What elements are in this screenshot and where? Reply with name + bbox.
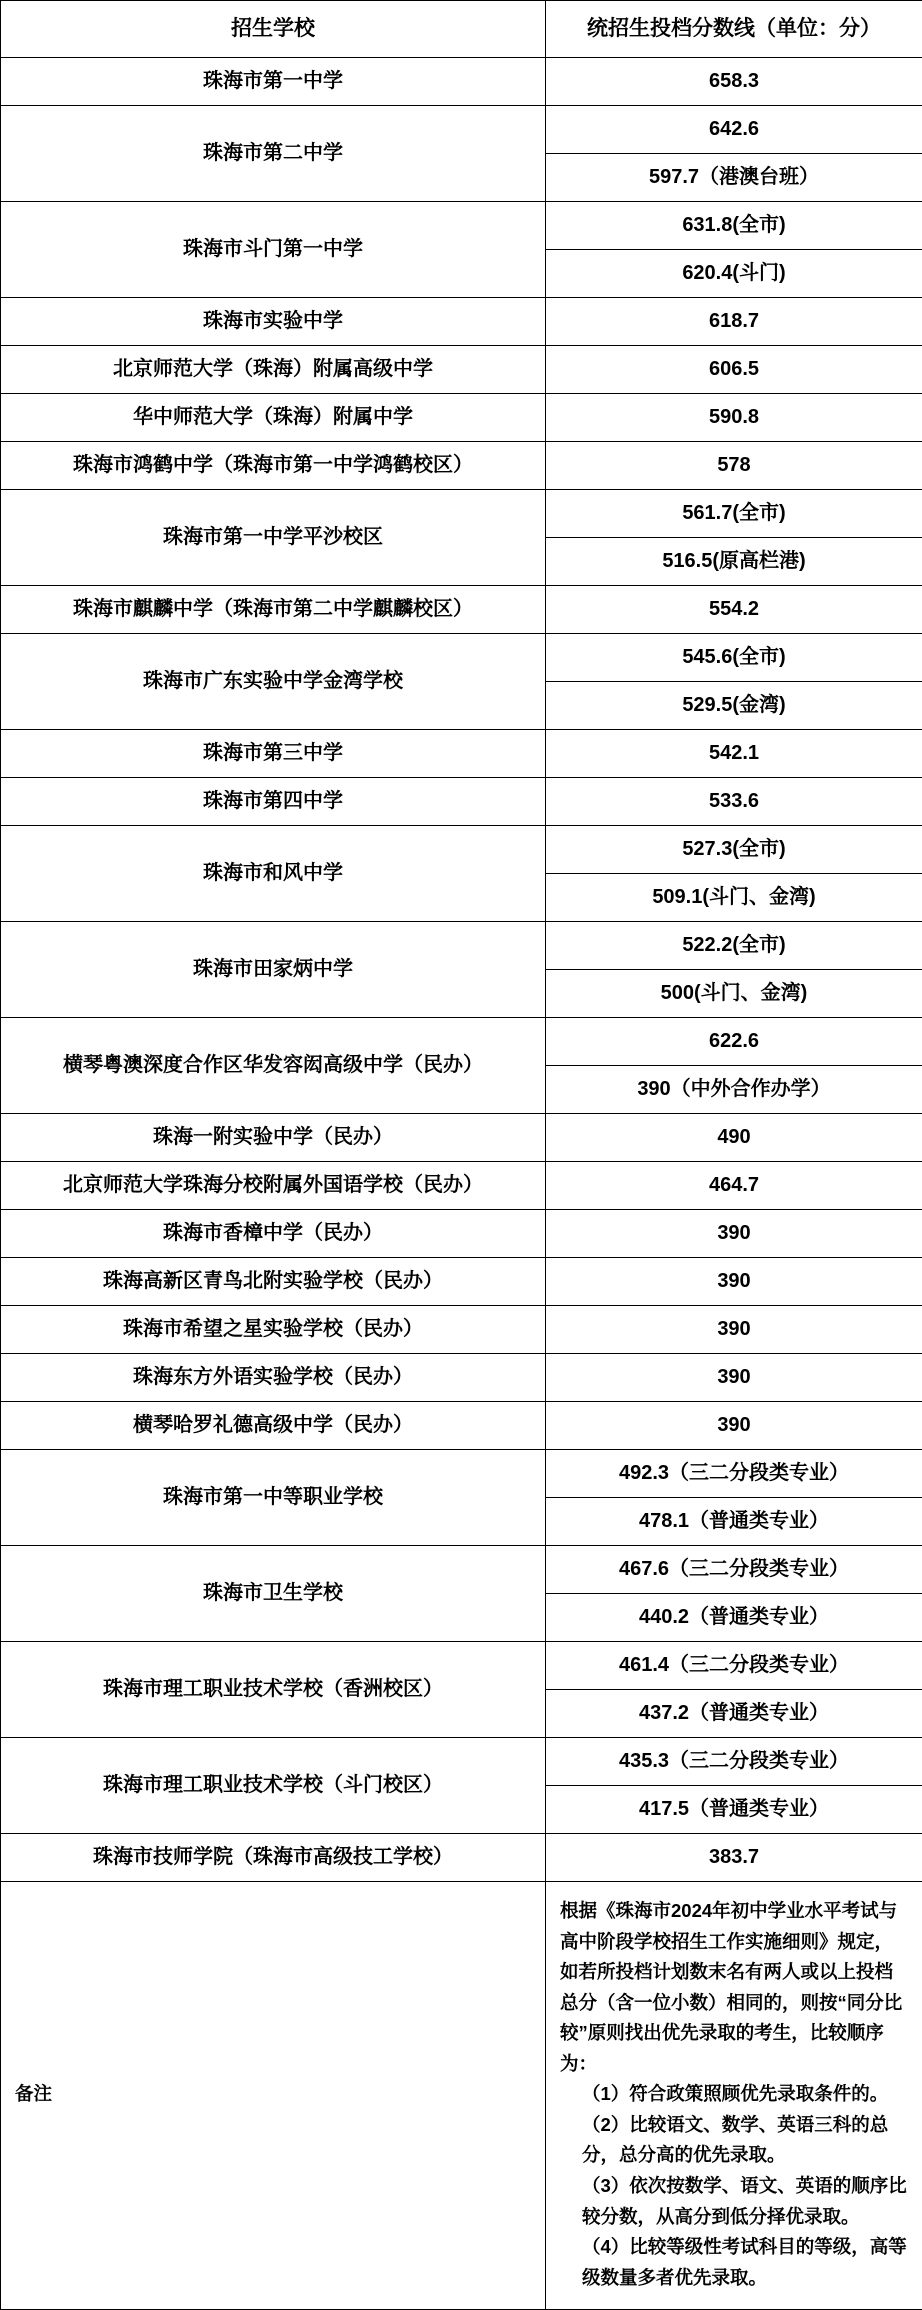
school-name-cell: 珠海市和风中学 [1, 826, 546, 922]
school-name-cell: 珠海市希望之星实验学校（民办） [1, 1306, 546, 1354]
score-cell: 440.2（普通类专业） [546, 1594, 922, 1642]
table-row [1, 1834, 922, 1882]
score-cell: 578 [546, 442, 922, 490]
table-row [1, 1738, 922, 1786]
remark-paragraph: （2）比较语文、数学、英语三科的总分，总分高的优先录取。 [560, 2110, 908, 2171]
score-cell: 554.2 [546, 586, 922, 634]
school-name-cell: 珠海一附实验中学（民办） [1, 1114, 546, 1162]
score-cell: 597.7（港澳台班） [546, 154, 922, 202]
school-name-cell: 横琴粤澳深度合作区华发容闳高级中学（民办） [1, 1018, 546, 1114]
table-row [1, 922, 922, 970]
school-name-cell: 珠海市第一中学 [1, 58, 546, 106]
school-name-cell: 珠海市第三中学 [1, 730, 546, 778]
header-score: 统招生投档分数线（单位：分） [546, 1, 922, 58]
score-cell: 417.5（普通类专业） [546, 1786, 922, 1834]
table-header-row [1, 1, 922, 58]
score-cell: 527.3(全市) [546, 826, 922, 874]
score-cell: 631.8(全市) [546, 202, 922, 250]
score-cell: 390 [546, 1210, 922, 1258]
score-cell: 461.4（三二分段类专业） [546, 1642, 922, 1690]
table-row [1, 586, 922, 634]
table-head [1, 1, 922, 58]
score-cell: 509.1(斗门、金湾) [546, 874, 922, 922]
school-name-cell: 珠海市斗门第一中学 [1, 202, 546, 298]
table-row [1, 1354, 922, 1402]
table-row [1, 1210, 922, 1258]
score-cell: 500(斗门、金湾) [546, 970, 922, 1018]
table-row [1, 1642, 922, 1690]
school-name-cell: 珠海市鸿鹤中学（珠海市第一中学鸿鹤校区） [1, 442, 546, 490]
header-school: 招生学校 [1, 1, 546, 58]
table-row [1, 826, 922, 874]
score-cell: 390（中外合作办学） [546, 1066, 922, 1114]
table-row [1, 490, 922, 538]
school-name-cell: 珠海市实验中学 [1, 298, 546, 346]
school-name-cell: 珠海市田家炳中学 [1, 922, 546, 1018]
table-row [1, 1402, 922, 1450]
table-row [1, 1258, 922, 1306]
school-name-cell: 华中师范大学（珠海）附属中学 [1, 394, 546, 442]
table-row [1, 1018, 922, 1066]
score-cell: 522.2(全市) [546, 922, 922, 970]
table-row [1, 1546, 922, 1594]
score-cell: 620.4(斗门) [546, 250, 922, 298]
score-cell: 516.5(原高栏港) [546, 538, 922, 586]
score-cell: 590.8 [546, 394, 922, 442]
school-name-cell: 北京师范大学（珠海）附属高级中学 [1, 346, 546, 394]
score-cell: 490 [546, 1114, 922, 1162]
score-cell: 492.3（三二分段类专业） [546, 1450, 922, 1498]
score-cell: 435.3（三二分段类专业） [546, 1738, 922, 1786]
school-name-cell: 珠海市技师学院（珠海市高级技工学校） [1, 1834, 546, 1882]
table-row [1, 634, 922, 682]
remark-paragraph: （3）依次按数学、语文、英语的顺序比较分数，从高分到低分择优录取。 [560, 2171, 908, 2232]
remark-text [546, 1882, 922, 2310]
school-name-cell: 珠海市理工职业技术学校（香洲校区） [1, 1642, 546, 1738]
score-cell: 478.1（普通类专业） [546, 1498, 922, 1546]
school-name-cell: 珠海市麒麟中学（珠海市第二中学麒麟校区） [1, 586, 546, 634]
score-cell: 390 [546, 1306, 922, 1354]
table-row [1, 346, 922, 394]
table-row [1, 394, 922, 442]
school-name-cell: 珠海东方外语实验学校（民办） [1, 1354, 546, 1402]
table-row [1, 202, 922, 250]
remark-paragraph: 根据《珠海市2024年初中学业水平考试与高中阶段学校招生工作实施细则》规定，如若所投档计划数末名有两人或以上投档总分（含一位小数）相同的，则按“同分比较”原则找出优先录取的考生，比较顺序为： [560, 1896, 908, 2079]
table-row [1, 106, 922, 154]
score-cell: 529.5(金湾) [546, 682, 922, 730]
school-name-cell: 珠海市卫生学校 [1, 1546, 546, 1642]
school-name-cell: 珠海市第四中学 [1, 778, 546, 826]
school-name-cell: 珠海高新区青鸟北附实验学校（民办） [1, 1258, 546, 1306]
score-cell: 437.2（普通类专业） [546, 1690, 922, 1738]
score-cell: 606.5 [546, 346, 922, 394]
table-row [1, 442, 922, 490]
score-cell: 464.7 [546, 1162, 922, 1210]
score-cell: 545.6(全市) [546, 634, 922, 682]
school-name-cell: 珠海市第一中等职业学校 [1, 1450, 546, 1546]
score-cell: 542.1 [546, 730, 922, 778]
school-name-cell: 珠海市香樟中学（民办） [1, 1210, 546, 1258]
table-row [1, 1306, 922, 1354]
score-cell: 390 [546, 1402, 922, 1450]
school-name-cell: 珠海市第二中学 [1, 106, 546, 202]
school-name-cell: 珠海市第一中学平沙校区 [1, 490, 546, 586]
table-row [1, 1162, 922, 1210]
score-cell: 622.6 [546, 1018, 922, 1066]
school-name-cell: 珠海市广东实验中学金湾学校 [1, 634, 546, 730]
remark-label: 备注 [1, 1882, 546, 2310]
school-name-cell: 珠海市理工职业技术学校（斗门校区） [1, 1738, 546, 1834]
remark-paragraph: （4）比较等级性考试科目的等级，高等级数量多者优先录取。 [560, 2232, 908, 2293]
score-cell: 390 [546, 1354, 922, 1402]
table-row [1, 58, 922, 106]
school-name-cell: 北京师范大学珠海分校附属外国语学校（民办） [1, 1162, 546, 1210]
score-cell: 618.7 [546, 298, 922, 346]
table-row [1, 730, 922, 778]
remark-row [1, 1882, 922, 2310]
score-cell: 642.6 [546, 106, 922, 154]
score-cell: 533.6 [546, 778, 922, 826]
table-row [1, 1114, 922, 1162]
table-row [1, 298, 922, 346]
table-row [1, 778, 922, 826]
school-name-cell: 横琴哈罗礼德高级中学（民办） [1, 1402, 546, 1450]
score-cell: 561.7(全市) [546, 490, 922, 538]
score-cell: 390 [546, 1258, 922, 1306]
score-cell: 383.7 [546, 1834, 922, 1882]
score-cell: 467.6（三二分段类专业） [546, 1546, 922, 1594]
table-body [1, 58, 922, 2310]
remark-paragraph: （1）符合政策照顾优先录取条件的。 [560, 2079, 908, 2110]
table-row [1, 1450, 922, 1498]
score-cell: 658.3 [546, 58, 922, 106]
